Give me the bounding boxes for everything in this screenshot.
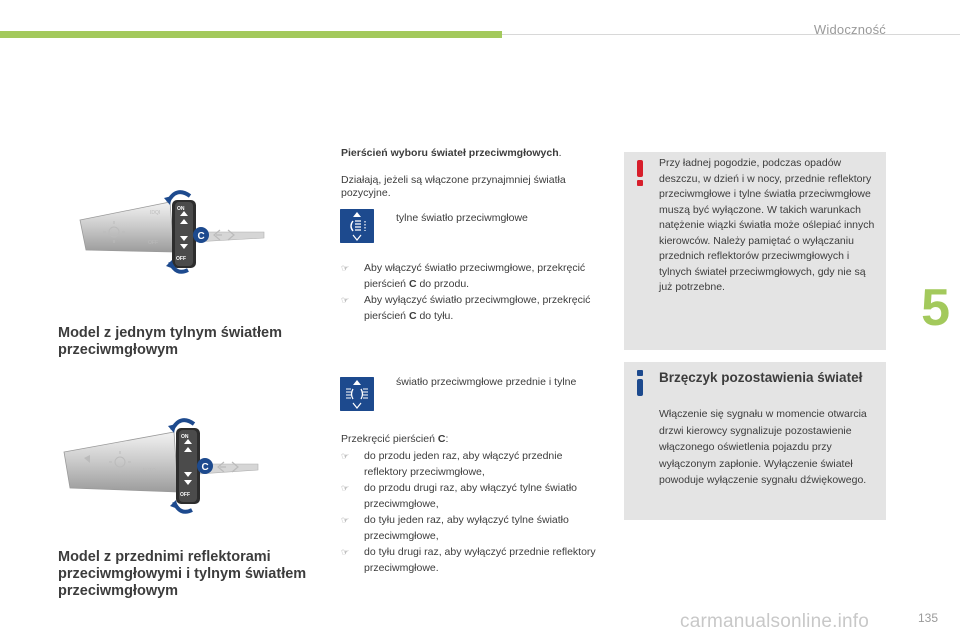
list-item: ☞ do przodu drugi raz, aby włączyć tylne światło przeciwmgłowe,: [341, 482, 578, 510]
ring2-label-c: C: [201, 462, 209, 473]
stalk-label-off: OFF: [148, 240, 158, 246]
warning-box: [624, 152, 886, 350]
model-title-single-rear: Model z jednym tylnym światłem przeciwmgłowym: [58, 325, 282, 358]
front-rear-instructions: [340, 448, 602, 576]
front-rear-fog-light-icon: [340, 377, 374, 411]
pointer-icon: ☞: [341, 451, 350, 461]
pointer-icon: ☞: [341, 515, 350, 525]
list-item: ☞ do przodu jeden raz, aby włączyć przednie reflektory przeciwmgłowe,: [341, 450, 563, 478]
info-box: [624, 362, 886, 520]
rear-fog-light-icon: [340, 209, 374, 243]
switch-label-off: OFF: [176, 256, 186, 262]
ring-description: Działają, jeżeli są włączone przynajmniej światła pozycyjne.: [341, 174, 566, 199]
pointer-icon: ☞: [341, 295, 350, 305]
stalk2-label-auto: AUTO: [142, 468, 156, 474]
exclamation-icon: [634, 160, 646, 186]
section-header-title: Widoczność: [813, 22, 886, 37]
front-rear-intro: Przekręcić pierścień C:: [341, 433, 449, 445]
light-stalk-illustration-single: [78, 180, 268, 280]
model-title-front-rear: Model z przednimi reflektorami przeciwmgłowymi i tylnym światłem przeciwmgłowym: [58, 549, 307, 599]
front-rear-fog-caption: światło przeciwmgłowe przednie i tylne: [396, 376, 577, 388]
switch2-label-on: ON: [181, 434, 189, 440]
list-item: ☞ do tyłu jeden raz, aby wyłączyć tylne światło przeciwmgłowe,: [341, 514, 569, 542]
warning-text: Przy ładnej pogodzie, podczas opadów deszczu, w dzień i w nocy, przednie reflektory przeciwmgłowe i tylne światła przeciwmgłowe muszą być wyłączone. W takich warunkach natężenie wiązki światła może oślepiać innych kierowców. Należy pamiętać o wyłączaniu przednich reflektorów przeciwmgłowych i tylnych świateł przeciwmgłowych, gdy nie są już potrzebne.: [659, 157, 875, 293]
header-accent-bar: [0, 31, 502, 38]
pointer-icon: ☞: [341, 263, 350, 273]
ring-label-c: C: [197, 231, 205, 242]
page-number: 135: [917, 611, 938, 625]
chapter-number: 5: [921, 279, 950, 337]
info-text: Włączenie się sygnału w momencie otwarcia drzwi kierowcy sygnalizuje pozostawienie włączonego oświetlenia pojazdu przy wyłączonym zapłonie. Wyłączenie świateł powoduje wyłączenie sygnału dźwiękowego.: [659, 408, 867, 486]
watermark: carmanualsonline.info: [680, 611, 870, 632]
info-icon: [634, 370, 646, 396]
info-title: Brzęczyk pozostawienia świateł: [659, 370, 863, 385]
list-item: ☞ do tyłu drugi raz, aby wyłączyć przednie reflektory przeciwmgłowe.: [341, 546, 596, 574]
light-stalk-illustration-front-rear: [62, 410, 262, 520]
stalk-label-dq: IDQI: [150, 210, 161, 216]
switch-label-on: ON: [177, 206, 185, 212]
list-item: ☞ Aby wyłączyć światło przeciwmgłowe, przekręcić pierścień C do tyłu.: [341, 294, 591, 322]
switch2-label-off: OFF: [180, 492, 190, 498]
rear-fog-caption: tylne światło przeciwmgłowe: [396, 212, 528, 224]
ring-title: Pierścień wyboru świateł przeciwmgłowych.: [341, 147, 562, 159]
pointer-icon: ☞: [341, 547, 350, 557]
single-rear-instructions: [340, 260, 602, 324]
list-item: ☞ Aby włączyć światło przeciwmgłowe, przekręcić pierścień C do przodu.: [341, 262, 586, 290]
header-divider: [502, 34, 960, 35]
pointer-icon: ☞: [341, 483, 350, 493]
